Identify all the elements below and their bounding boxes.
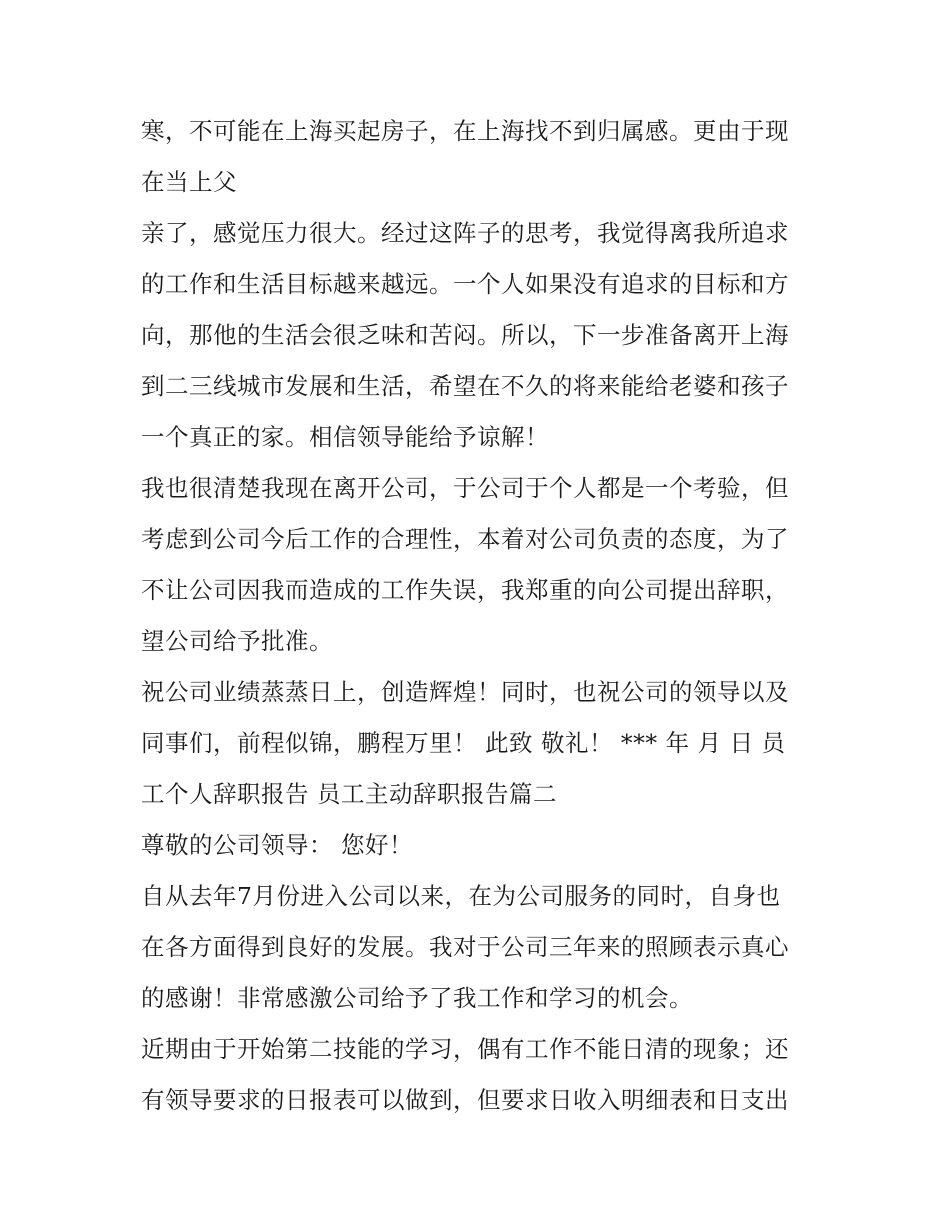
- text-line: 寒，不可能在上海买起房子，在上海找不到归属感。更由于现: [141, 117, 789, 145]
- document-body: [141, 106, 821, 1126]
- text-line: 自从去年7月份进入公司以来，在为公司服务的同时，自身也: [141, 882, 781, 910]
- text-line: 同事们，前程似锦，鹏程万里！ 此致 敬礼！ *** 年 月 日 员: [141, 729, 786, 757]
- text-line: 我也很清楚我现在离开公司，于公司于个人都是一个考验，但: [141, 474, 789, 502]
- text-line: 亲了，感觉压力很大。经过这阵子的思考，我觉得离我所追求: [141, 219, 789, 247]
- text-line: 的感谢！非常感激公司给予了我工作和学习的机会。: [141, 984, 693, 1012]
- text-line: 在当上父: [141, 168, 237, 196]
- text-line: 近期由于开始第二技能的学习，偶有工作不能日清的现象；还: [141, 1035, 789, 1063]
- text-line: 向，那他的生活会很乏味和苦闷。所以，下一步准备离开上海: [141, 321, 789, 349]
- text-line: 在各方面得到良好的发展。我对于公司三年来的照顾表示真心: [141, 933, 789, 961]
- text-line: 祝公司业绩蒸蒸日上，创造辉煌！同时，也祝公司的领导以及: [141, 678, 789, 706]
- text-line: 一个真正的家。相信领导能给予谅解！: [141, 423, 549, 451]
- text-line: 到二三线城市发展和生活，希望在不久的将来能给老婆和孩子: [141, 372, 789, 400]
- text-line: 不让公司因我而造成的工作失误，我郑重的向公司提出辞职，: [141, 576, 789, 604]
- text-line: 的工作和生活目标越来越远。一个人如果没有追求的目标和方: [141, 270, 789, 298]
- text-line: 工个人辞职报告 员工主动辞职报告篇二: [141, 780, 557, 808]
- text-line: 尊敬的公司领导： 您好！: [141, 831, 413, 859]
- text-line: 有领导要求的日报表可以做到，但要求日收入明细表和日支出: [141, 1086, 789, 1114]
- text-line: 望公司给予批准。: [141, 627, 333, 655]
- text-line: 考虑到公司今后工作的合理性，本着对公司负责的态度，为了: [141, 525, 789, 553]
